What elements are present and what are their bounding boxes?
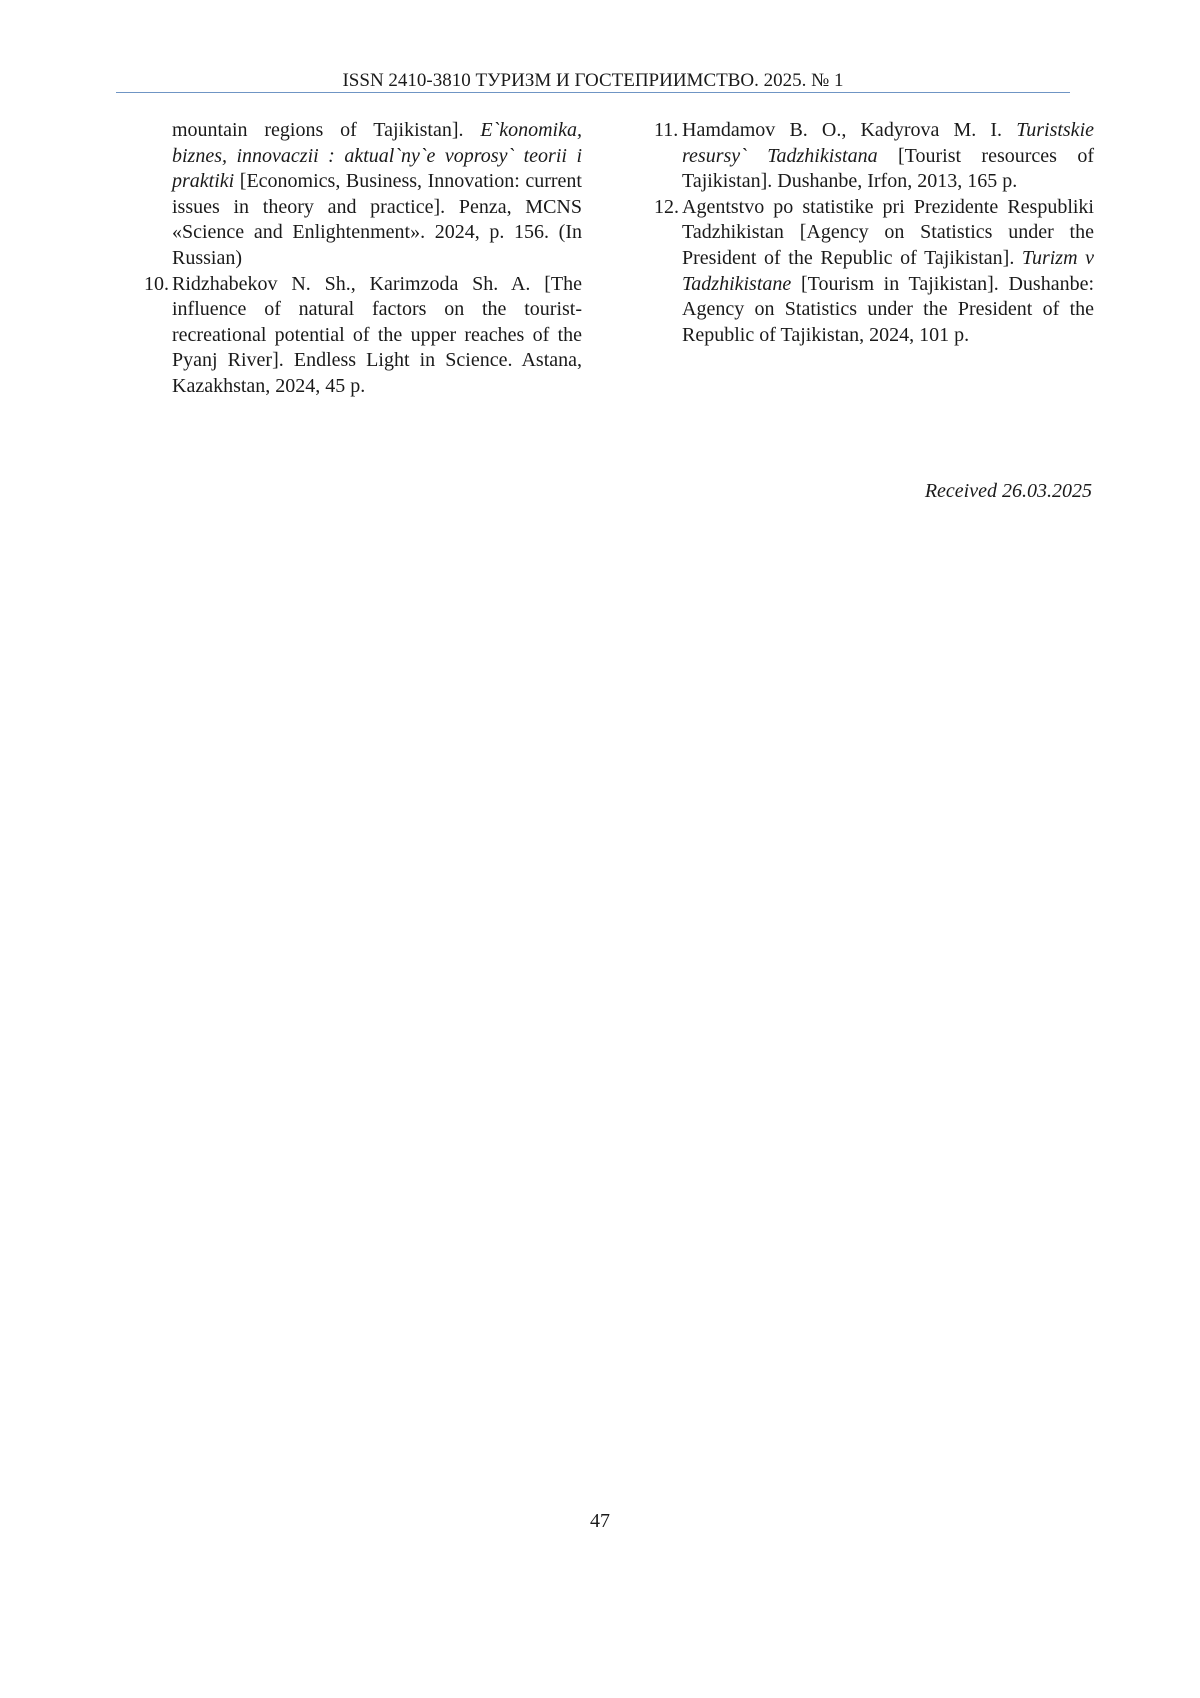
reference-12	[654, 195, 1094, 349]
reference-text-tail: [Economics, Business, Innovation: current issues in theory and practice]. Penza, MCNS «Science and Enlightenment». 2024, p. 156. (In Russian)	[172, 170, 582, 269]
right-column	[654, 118, 1094, 348]
reference-text: mountain regions of Tajikistan].	[172, 119, 481, 141]
reference-italic-title: Turizm v Tadzhikistane	[682, 246, 1094, 295]
reference-9-continued	[172, 118, 582, 272]
header-rule	[116, 92, 1070, 93]
reference-text-tail: [Tourist resources of Tajikistan]. Dushanbe, Irfon, 2013, 165 p.	[682, 144, 1094, 193]
received-date: Received 26.03.2025	[924, 480, 1092, 502]
reference-italic-title: Turistskie resursy` Tadzhikistana	[682, 119, 1094, 167]
reference-number: 11.	[654, 119, 679, 141]
reference-text: Agentstvo po statistike pri Prezidente Respubliki Tadzhikistan [Agency on Statistics under the President of the Republic of Tajikistan].	[682, 195, 1094, 269]
running-header: ISSN 2410-3810 ТУРИЗМ И ГОСТЕПРИИМСТВО. 2025. № 1	[342, 70, 844, 91]
reference-italic-title: E`konomika, biznes, innovaczii : aktual`ny`e voprosy` teorii i praktiki	[172, 119, 582, 193]
reference-number: 10.	[144, 272, 169, 295]
reference-text: Ridzhabekov N. Sh., Karimzoda Sh. A. [The influence of natural factors on the tourist-recreational potential of the upper reaches of the Pyanj River]. Endless Light in Science. Astana, Kazakhstan, 2024, 45 p.	[172, 272, 582, 397]
reference-10	[144, 272, 582, 400]
page-number: 47	[590, 1510, 610, 1532]
reference-text-tail: [Tourism in Tajikistan]. Dushanbe: Agency on Statistics under the President of the Republic of Tajikistan, 2024, 101 p.	[682, 272, 1094, 346]
reference-11	[654, 118, 1094, 195]
left-column	[144, 118, 582, 400]
reference-text: Hamdamov B. O., Kadyrova M. I.	[682, 119, 1017, 141]
reference-number: 12.	[654, 195, 679, 218]
